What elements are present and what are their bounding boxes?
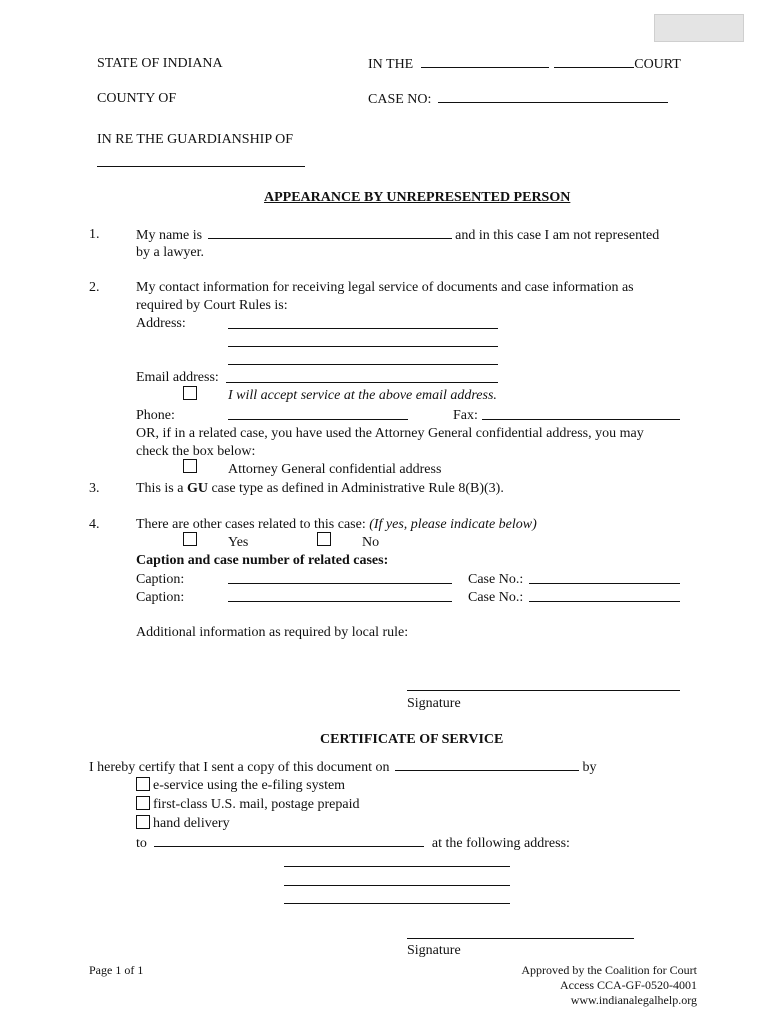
- item3-prefix: This is a: [136, 481, 187, 496]
- address-field-3[interactable]: [228, 364, 498, 365]
- caption-heading: Caption and case number of related cases:: [136, 553, 389, 568]
- or-line1: OR, if in a related case, you have used the Attorney General confidential address, you may: [136, 426, 644, 441]
- item1-line2: by a lawyer.: [136, 245, 205, 260]
- form-code: Access CCA-GF-0520-4001: [560, 978, 697, 992]
- item3-case-type: GU: [186, 481, 208, 496]
- accept-email-label: I will accept service at the above email address.: [228, 388, 497, 403]
- ag-address-checkbox[interactable]: [183, 459, 197, 473]
- item4-number: 4.: [89, 517, 100, 532]
- hand-delivery-checkbox[interactable]: [136, 815, 150, 829]
- address-label: Address:: [136, 316, 186, 331]
- county-label: COUNTY OF: [97, 91, 177, 106]
- e-service-label: e-service using the e-filing system: [153, 778, 346, 793]
- or-line2: check the box below:: [136, 444, 256, 459]
- mail-label: first-class U.S. mail, postage prepaid: [153, 797, 360, 812]
- court-name-field[interactable]: [421, 55, 549, 68]
- related-case-no-field-2[interactable]: [529, 601, 680, 602]
- ag-address-label: Attorney General confidential address: [228, 462, 442, 477]
- accept-email-checkbox[interactable]: [183, 386, 197, 400]
- page-number: Page 1 of 1: [89, 963, 144, 977]
- certificate-signature-field[interactable]: [407, 938, 634, 939]
- item1-number: 1.: [89, 227, 100, 242]
- following-address-label: at the following address:: [431, 836, 570, 851]
- case-no-text: CASE NO:: [368, 92, 432, 107]
- guardianship-label: IN RE THE GUARDIANSHIP OF: [97, 132, 294, 147]
- fax-field[interactable]: [482, 419, 680, 420]
- name-field[interactable]: [208, 226, 452, 239]
- case-no-label: [368, 90, 668, 108]
- court-type-field[interactable]: [554, 55, 634, 68]
- item3-number: 3.: [89, 481, 100, 496]
- item2-number: 2.: [89, 280, 100, 295]
- item4-instruction: (If yes, please indicate below): [369, 517, 537, 532]
- website: www.indianalegalhelp.org: [570, 993, 697, 1007]
- related-yes-checkbox[interactable]: [183, 532, 197, 546]
- recipient-address-field-2[interactable]: [284, 885, 510, 886]
- item2-line1: My contact information for receiving legal service of documents and case information as: [136, 280, 634, 295]
- email-label: Email address:: [136, 370, 219, 385]
- certificate-title: CERTIFICATE OF SERVICE: [320, 732, 504, 747]
- e-service-checkbox[interactable]: [136, 777, 150, 791]
- in-the-text: IN THE: [368, 57, 414, 72]
- certificate-prefix: I hereby certify that I sent a copy of this document on: [89, 760, 390, 775]
- item1-suffix: and in this case I am not represented: [455, 228, 660, 243]
- state-label: STATE OF INDIANA: [97, 56, 223, 71]
- email-field[interactable]: [226, 382, 498, 383]
- signature-label: Signature: [407, 696, 461, 711]
- item4-prefix: There are other cases related to this case:: [136, 517, 370, 532]
- phone-label: Phone:: [136, 408, 175, 423]
- related-yes-label: Yes: [228, 535, 249, 550]
- phone-field[interactable]: [228, 419, 408, 420]
- recipient-address-field-1[interactable]: [284, 866, 510, 867]
- certificate-signature-label: Signature: [407, 943, 461, 958]
- fax-label: Fax:: [453, 408, 478, 423]
- service-date-field[interactable]: [395, 758, 579, 771]
- to-line: [136, 834, 570, 852]
- item3-text: [136, 480, 504, 497]
- caption-label-2: Caption:: [136, 590, 185, 605]
- caption-label-1: Caption:: [136, 572, 185, 587]
- to-label: to: [136, 836, 147, 851]
- item2-line2: required by Court Rules is:: [136, 298, 288, 313]
- mail-checkbox[interactable]: [136, 796, 150, 810]
- item3-suffix: case type as defined in Administrative Rule 8(B)(3).: [207, 481, 504, 496]
- hand-delivery-label: hand delivery: [153, 816, 230, 831]
- recipient-address-field-3[interactable]: [284, 903, 510, 904]
- certificate-by: by: [582, 760, 597, 775]
- address-field-1[interactable]: [228, 328, 498, 329]
- court-text: COURT: [634, 57, 681, 72]
- address-field-2[interactable]: [228, 346, 498, 347]
- guardianship-name-field[interactable]: [97, 166, 305, 167]
- signature-field[interactable]: [407, 690, 680, 691]
- recipient-field[interactable]: [154, 834, 424, 847]
- certificate-line1: [89, 758, 597, 776]
- item4-line1: [136, 516, 537, 533]
- related-case-no-field-1[interactable]: [529, 583, 680, 584]
- item1-line1: [136, 226, 659, 244]
- case-no-field[interactable]: [438, 90, 668, 103]
- caption-field-2[interactable]: [228, 601, 452, 602]
- related-no-label: No: [362, 535, 380, 550]
- case-no-label-1: Case No.:: [468, 572, 524, 587]
- related-no-checkbox[interactable]: [317, 532, 331, 546]
- form-title: APPEARANCE BY UNREPRESENTED PERSON: [264, 190, 571, 205]
- item1-prefix: My name is: [136, 228, 203, 243]
- additional-info-label: Additional information as required by local rule:: [136, 625, 409, 640]
- caption-field-1[interactable]: [228, 583, 452, 584]
- form-field-box[interactable]: [654, 14, 744, 42]
- case-no-label-2: Case No.:: [468, 590, 524, 605]
- in-the-label: [368, 55, 681, 73]
- approved-by: Approved by the Coalition for Court: [521, 963, 697, 977]
